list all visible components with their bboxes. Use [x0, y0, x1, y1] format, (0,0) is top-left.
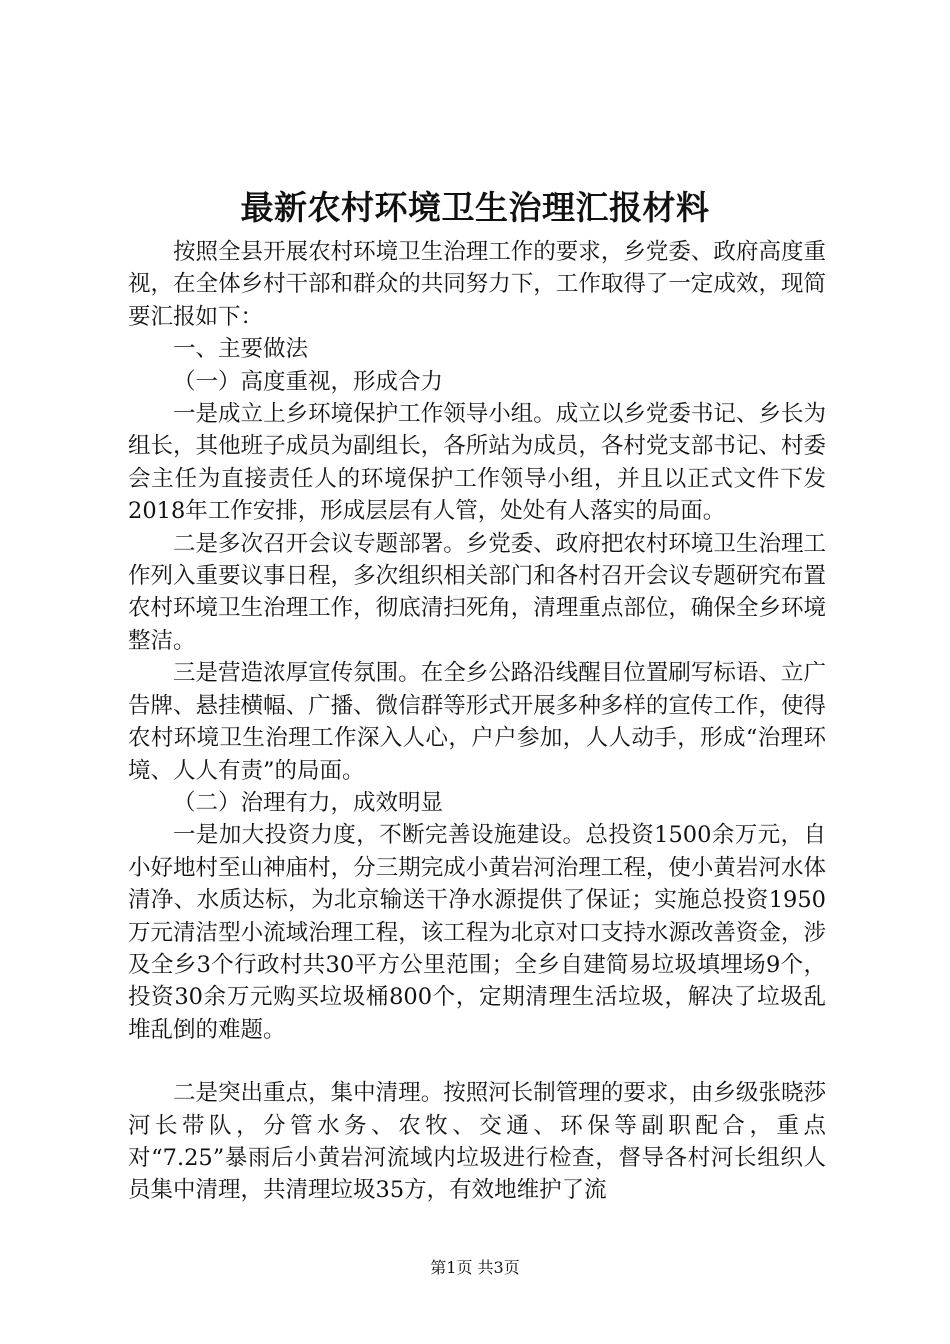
document-title: 最新农村环境卫生治理汇报材料: [240, 188, 710, 227]
paragraph-meetings: 二是多次召开会议专题部署。乡党委、政府把农村环境卫生治理工作列入重要议事日程，多次组织相关部门和各村召开会议专题研究布置农村环境卫生治理工作，彻底清扫死角，清理重点部位，确保全乡环境整洁。: [128, 530, 826, 654]
paragraph-publicity: 三是营造浓厚宣传氛围。在全乡公路沿线醒目位置刷写标语、立广告牌、悬挂横幅、广播、微信群等形式开展多种多样的宣传工作，使得农村环境卫生治理工作深入人心，户户参加，人人动手，形成“治理环境、人人有责”的局面。: [128, 660, 826, 784]
subsection-heading-2: （二）治理有力，成效明显: [173, 789, 444, 816]
paragraph-investment: 一是加大投资力度，不断完善设施建设。总投资1500余万元，自小好地村至山神庙村，分三期完成小黄岩河治理工程，使小黄岩河水体清净、水质达标，为北京输送干净水源提供了保证；实施总投资1950万元清洁型小流域治理工程，该工程为北京对口支持水源改善资金，涉及全乡3个行政村共30平方公里范围；全乡自建简易垃圾填埋场9个，投资30余万元购买垃圾桶800个，定期清理生活垃圾，解决了垃圾乱堆乱倒的难题。: [128, 822, 826, 1043]
subsection-heading-1: （一）高度重视，形成合力: [173, 368, 444, 395]
page-footer: 第1页 共3页: [430, 1258, 520, 1277]
paragraph-cleanup: 二是突出重点，集中清理。按照河长制管理的要求，由乡级张晓莎河长带队，分管水务、农牧、交通、环保等副职配合，重点对“7.25”暴雨后小黄岩河流域内垃圾进行检查，督导各村河长组织人员集中清理，共清理垃圾35方，有效地维护了流: [128, 1080, 826, 1204]
document-body: [128, 236, 826, 1207]
paragraph-leadership-group: 一是成立上乡环境保护工作领导小组。成立以乡党委书记、乡长为组长，其他班子成员为副组长，各所站为成员，各村党支部书记、村委会主任为直接责任人的环境保护工作领导小组，并且以正式文件下发2018年工作安排，形成层层有人管，处处有人落实的局面。: [128, 401, 826, 525]
section-heading-main-practices: 一、主要做法: [173, 336, 309, 363]
paragraph-intro: 按照全县开展农村环境卫生治理工作的要求，乡党委、政府高度重视，在全体乡村干部和群众的共同努力下，工作取得了一定成效，现简要汇报如下：: [128, 239, 826, 330]
